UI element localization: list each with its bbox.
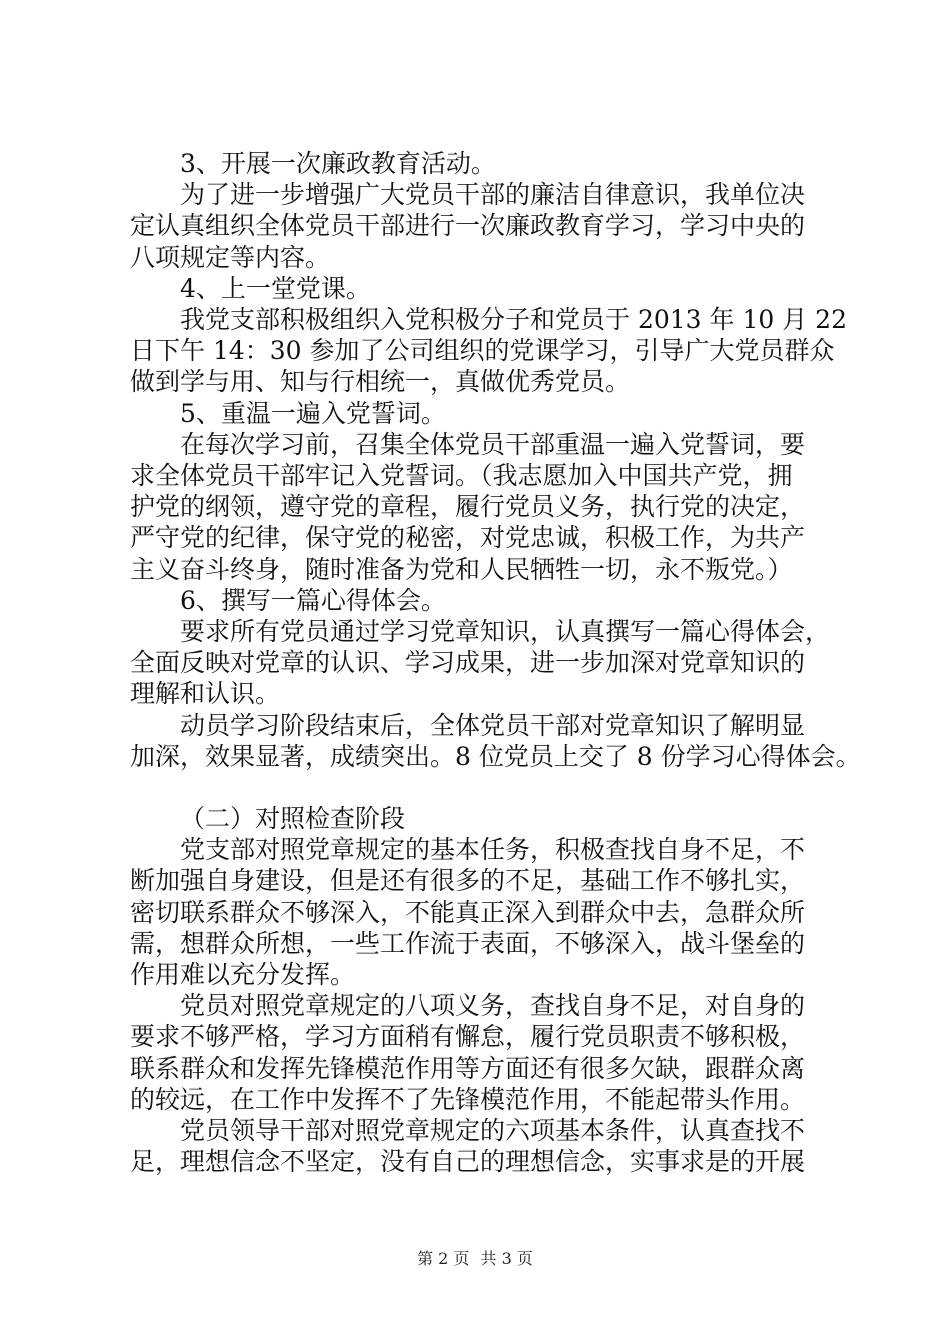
text-line: 作用难以充分发挥。 (130, 960, 356, 990)
text-line: 定认真组织全体党员干部进行一次廉政教育学习，学习中央的 (130, 211, 806, 241)
text-line: 严守党的纪律，保守党的秘密，对党忠诚，积极工作，为共产 (130, 523, 806, 553)
text-line: 动员学习阶段结束后，全体党员干部对党章知识了解明显 (180, 710, 806, 740)
text-line: 6、撰写一篇心得体会。 (180, 585, 446, 615)
text-line: 联系群众和发挥先锋模范作用等方面还有很多欠缺，跟群众离 (130, 1053, 806, 1083)
text-line: 4、上一堂党课。 (180, 273, 371, 303)
text-line: 为了进一步增强广大党员干部的廉洁自律意识，我单位决 (180, 180, 806, 210)
text-line: 护党的纲领，遵守党的章程，履行党员义务，执行党的决定， (130, 492, 806, 522)
text-line: 八项规定等内容。 (130, 242, 331, 272)
text-line: 我党支部积极组织入党积极分子和党员于 2013 年 10 月 22 (180, 305, 847, 335)
text-line: 密切联系群众不够深入，不能真正深入到群众中去，急群众所 (130, 897, 806, 927)
page-total: 共 3 页 (480, 1249, 533, 1268)
text-line: 要求不够严格，学习方面稍有懈怠，履行党员职责不够积极， (130, 1022, 806, 1052)
text-line: 党员对照党章规定的八项义务，查找自身不足，对自身的 (180, 991, 806, 1021)
text-line: 3、开展一次廉政教育活动。 (180, 149, 496, 178)
text-line: 要求所有党员通过学习党章知识，认真撰写一篇心得体会， (180, 617, 831, 647)
text-line: 主义奋斗终身，随时准备为党和人民牺牲一切，永不叛党。） (130, 554, 793, 584)
text-line: 日下午 14：30 参加了公司组织的党课学习，引导广大党员群众 (130, 336, 835, 366)
text-line: 足，理想信念不坚定，没有自己的理想信念，实事求是的开展 (130, 1147, 806, 1177)
text-line: 5、重温一遍入党誓词。 (180, 398, 446, 428)
blank-line (130, 772, 836, 803)
page-footer (0, 1246, 950, 1269)
text-line: 党支部对照党章规定的基本任务，积极查找自身不足，不 (180, 835, 806, 865)
text-line: 的较远，在工作中发挥不了先锋模范作用，不能起带头作用。 (130, 1084, 806, 1114)
page-number: 第 2 页 (417, 1249, 470, 1268)
text-line: 求全体党员干部牢记入党誓词。（我志愿加入中国共产党，拥 (130, 461, 793, 491)
text-line: 在每次学习前，召集全体党员干部重温一遍入党誓词，要 (180, 429, 806, 459)
text-line: 理解和认识。 (130, 679, 281, 709)
text-line: （二）对照检查阶段 (180, 804, 406, 834)
text-line: 全面反映对党章的认识、学习成果，进一步加深对党章知识的 (130, 648, 806, 678)
text-line: 党员领导干部对照党章规定的六项基本条件，认真查找不 (180, 1116, 806, 1146)
document-body (130, 148, 861, 1178)
text-line: 做到学与用、知与行相统一，真做优秀党员。 (130, 367, 631, 397)
text-line: 加深，效果显著，成绩突出。8 位党员上交了 8 份学习心得体会。 (130, 741, 861, 771)
text-line: 需，想群众所想，一些工作流于表面，不够深入，战斗堡垒的 (130, 928, 806, 958)
text-line: 断加强自身建设，但是还有很多的不足，基础工作不够扎实， (130, 866, 806, 896)
